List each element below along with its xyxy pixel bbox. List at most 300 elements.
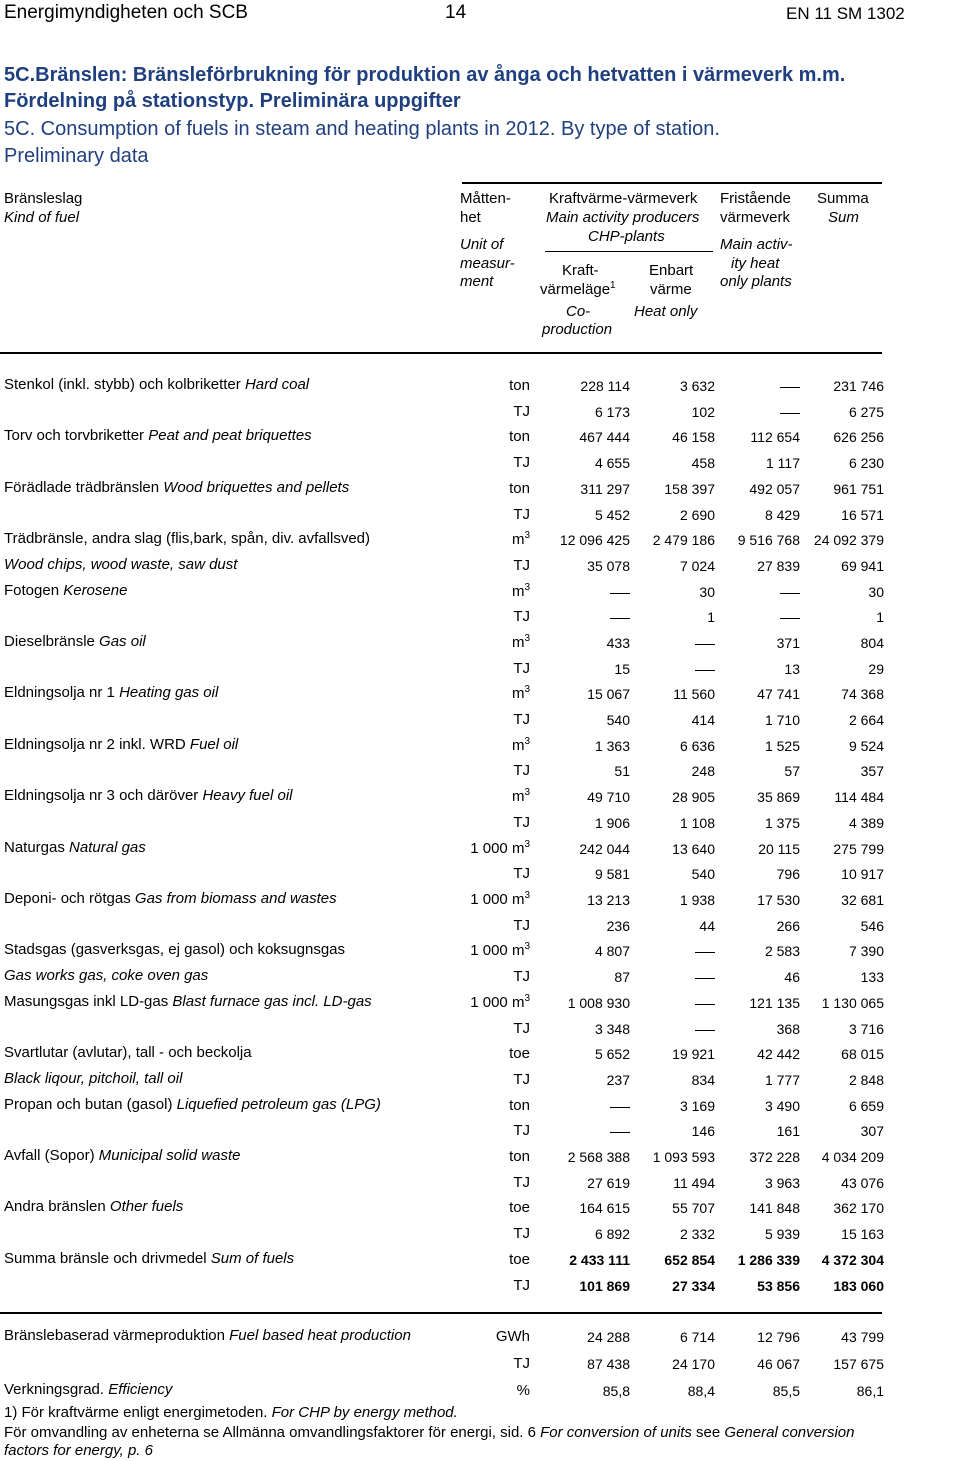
- unit-text: TJ: [513, 454, 530, 471]
- value-text: 46: [784, 969, 800, 985]
- row-unit: [509, 428, 530, 445]
- row-value: [672, 1356, 715, 1372]
- row-value: [849, 815, 884, 831]
- value-text: 24 170: [672, 1356, 715, 1372]
- row-label: [4, 1096, 381, 1113]
- row-label-sv: Masungsgas inkl LD-gas: [4, 993, 173, 1010]
- row-value: [692, 1123, 715, 1139]
- unit-text: toe: [509, 1251, 530, 1268]
- value-text: 458: [691, 455, 715, 471]
- footnote-1: 1) För kraftvärme enligt energimetoden. For CHP by energy method.: [4, 1404, 458, 1421]
- unit-text: toe: [509, 1199, 530, 1216]
- value-text: 24 092 379: [813, 532, 884, 548]
- col-cogen-en2: production: [542, 321, 613, 338]
- row-unit: [512, 634, 530, 651]
- row-label-en: Gas from biomass and wastes: [134, 890, 337, 907]
- header-rule: [462, 182, 882, 184]
- col-chp-sv: Kraftvärme-värmeverk: [549, 190, 698, 207]
- unit-text: m: [511, 634, 525, 651]
- row-value: [607, 918, 630, 934]
- value-text: 49 710: [587, 789, 630, 805]
- row-value: [672, 789, 715, 805]
- unit-text: 1 000 m: [470, 994, 525, 1011]
- row-label-en: Wood briquettes and pellets: [163, 479, 350, 496]
- unit-sup: 3: [524, 787, 530, 798]
- value-text: 7 024: [679, 558, 715, 574]
- row-label: [4, 684, 218, 701]
- unit-text: 1 000 m: [470, 942, 525, 959]
- value-text: 311 297: [580, 481, 630, 497]
- row-unit: [509, 1045, 530, 1062]
- value-text: 44: [699, 918, 715, 934]
- row-value: [849, 712, 884, 728]
- value-text: 101 869: [579, 1278, 630, 1294]
- unit-text: TJ: [513, 917, 530, 934]
- row-unit: [513, 557, 530, 574]
- row-value: [672, 1200, 715, 1216]
- value-text: 86,1: [856, 1383, 884, 1399]
- value-text: 15 067: [587, 686, 630, 702]
- value-text: 13 640: [672, 841, 715, 857]
- row-value: [857, 1383, 884, 1399]
- row-value: [595, 943, 630, 959]
- dash-mark: [695, 1030, 715, 1032]
- row-label: [4, 890, 337, 907]
- value-text: 11 560: [673, 686, 715, 702]
- value-text: 24 288: [587, 1329, 630, 1345]
- row-label-sv: Torv och torvbriketter: [4, 427, 149, 444]
- unit-text: m: [511, 737, 525, 754]
- row-label-sv: Eldningsolja nr 1: [4, 684, 120, 701]
- row-unit: [509, 1251, 530, 1268]
- dash-mark: [610, 1107, 630, 1109]
- value-text: 6 636: [679, 738, 715, 754]
- row-value: [653, 1149, 715, 1165]
- value-text: 6 275: [848, 404, 884, 420]
- row-label: [4, 1044, 252, 1061]
- value-text: 10 917: [841, 866, 884, 882]
- value-text: 414: [691, 712, 715, 728]
- row-value: [664, 481, 715, 497]
- row-value: [672, 429, 715, 445]
- row-value: [587, 1356, 630, 1372]
- col-unit-en2: measur-: [460, 255, 515, 272]
- row-unit: [513, 1225, 530, 1242]
- row-label-en: Sum of fuels: [210, 1250, 295, 1267]
- value-text: 3 632: [679, 378, 715, 394]
- row-unit: [512, 737, 530, 754]
- row-value: [707, 609, 715, 625]
- row-value: [777, 1123, 800, 1139]
- row-value: [587, 558, 630, 574]
- value-text: 796: [776, 866, 800, 882]
- value-text: 11 494: [673, 1175, 715, 1191]
- row-value: [607, 635, 630, 651]
- value-text: 4 807: [594, 943, 630, 959]
- report-code: EN 11 SM 1302: [786, 4, 905, 23]
- value-text: 2 479 186: [652, 532, 715, 548]
- row-value: [692, 455, 715, 471]
- row-value: [777, 635, 800, 651]
- value-text: 29: [868, 661, 884, 677]
- value-text: 46 067: [757, 1356, 800, 1372]
- col-chp-en1: Main activity producers: [546, 209, 700, 226]
- unit-text: TJ: [513, 403, 530, 420]
- row-unit: [509, 1199, 530, 1216]
- value-text: 3 963: [764, 1175, 800, 1191]
- unit-text: 1 000 m: [470, 891, 525, 908]
- value-text: 2 332: [679, 1226, 715, 1242]
- row-value: [680, 892, 715, 908]
- row-label: [4, 1381, 172, 1398]
- unit-sup: 3: [524, 530, 530, 541]
- row-value: [579, 1278, 630, 1294]
- row-value: [595, 1021, 630, 1037]
- value-text: 69 941: [841, 558, 884, 574]
- value-text: 68 015: [841, 1046, 884, 1062]
- value-text: 158 397: [664, 481, 715, 497]
- value-text: 433: [606, 635, 630, 651]
- value-text: 53 856: [757, 1278, 800, 1294]
- row-value: [579, 429, 630, 445]
- value-text: 7 390: [848, 943, 884, 959]
- value-text: 1 710: [764, 712, 800, 728]
- value-text: 5 652: [594, 1046, 630, 1062]
- row-label: [4, 376, 309, 393]
- dash-mark: [695, 670, 715, 672]
- value-text: 6 714: [679, 1329, 715, 1345]
- value-text: 1: [707, 609, 715, 625]
- title-sv-line2: Fördelning på stationstyp. Preliminära uppgifter: [4, 90, 461, 112]
- value-text: 30: [868, 584, 884, 600]
- value-text: 15 163: [841, 1226, 884, 1242]
- row-value: [680, 815, 715, 831]
- row-value: [680, 1098, 715, 1114]
- row-value: [777, 918, 800, 934]
- value-text: 51: [614, 763, 630, 779]
- value-text: 307: [860, 1123, 884, 1139]
- row-value: [587, 1175, 630, 1191]
- row-value: [757, 789, 800, 805]
- value-text: 146: [691, 1123, 715, 1139]
- row-label: [4, 967, 208, 984]
- row-label-sv: Stadsgas (gasverksgas, ej gasol) och koksugnsgas: [4, 941, 346, 958]
- row-value: [876, 609, 884, 625]
- row-value: [587, 686, 630, 702]
- value-text: 157 675: [833, 1356, 884, 1372]
- value-text: 43 799: [841, 1329, 884, 1345]
- row-value: [680, 558, 715, 574]
- row-value: [757, 1356, 800, 1372]
- dash-mark: [780, 413, 800, 415]
- value-text: 652 854: [664, 1252, 715, 1268]
- footnote-2: För omvandling av enheterna se Allmänna omvandlingsfaktorer för energi, sid. 6 For conversion of units see General conversion: [4, 1424, 855, 1441]
- row-unit: [513, 403, 530, 420]
- value-text: 27 619: [587, 1175, 630, 1191]
- row-value: [750, 429, 800, 445]
- row-value: [849, 1098, 884, 1114]
- row-value: [587, 1329, 630, 1345]
- row-label-en: Efficiency: [108, 1381, 173, 1398]
- value-text: 47 741: [757, 686, 800, 702]
- row-value: [773, 1383, 800, 1399]
- col-heat-sv1: Enbart: [649, 262, 694, 279]
- dash-mark: [780, 387, 800, 389]
- row-label: [4, 839, 146, 856]
- row-label-en: Blast furnace gas incl. LD-gas: [172, 993, 372, 1010]
- row-value: [587, 892, 630, 908]
- row-value: [653, 532, 715, 548]
- value-text: 12 796: [757, 1329, 800, 1345]
- value-text: 9 516 768: [737, 532, 800, 548]
- row-unit: [517, 1382, 530, 1399]
- row-unit: [513, 1355, 530, 1372]
- row-label-sv: Deponi- och rötgas: [4, 890, 135, 907]
- row-label: [4, 633, 146, 650]
- value-text: 266: [776, 918, 800, 934]
- value-text: 6 892: [594, 1226, 630, 1242]
- value-text: 5 939: [764, 1226, 800, 1242]
- row-value: [765, 507, 800, 523]
- value-text: 368: [776, 1021, 800, 1037]
- value-text: 85,5: [772, 1383, 800, 1399]
- value-text: 27 839: [757, 558, 800, 574]
- value-text: 237: [606, 1072, 630, 1088]
- row-value: [849, 404, 884, 420]
- row-value: [560, 532, 630, 548]
- value-text: 1 286 339: [737, 1252, 800, 1268]
- row-value: [765, 1226, 800, 1242]
- value-text: 9 524: [848, 738, 884, 754]
- row-value: [766, 455, 800, 471]
- value-text: 4 655: [594, 455, 630, 471]
- row-unit: [513, 1277, 530, 1294]
- value-text: 275 799: [833, 841, 884, 857]
- row-value: [738, 532, 800, 548]
- row-value: [695, 969, 715, 985]
- value-text: 357: [860, 763, 884, 779]
- col-free-sv2: värmeverk: [720, 209, 791, 226]
- row-value: [568, 1149, 630, 1165]
- row-unit: [470, 942, 530, 959]
- value-text: 1 008 930: [567, 995, 630, 1011]
- value-text: 88,4: [687, 1383, 715, 1399]
- report-publisher: Energimyndigheten och SCB: [4, 2, 248, 23]
- unit-sup: 3: [524, 684, 530, 695]
- value-text: 133: [860, 969, 884, 985]
- row-value: [780, 404, 800, 420]
- value-text: 540: [691, 866, 715, 882]
- col-free-en3: only plants: [720, 273, 792, 290]
- row-label-sv: Eldningsolja nr 2 inkl. WRD: [4, 736, 190, 753]
- value-text: 467 444: [579, 429, 630, 445]
- row-label-en: Wood chips, wood waste, saw dust: [4, 556, 238, 573]
- row-unit: [513, 1174, 530, 1191]
- unit-text: TJ: [513, 660, 530, 677]
- row-value: [784, 763, 800, 779]
- row-label-sv: Svartlutar (avlutar), tall - och beckolja: [4, 1044, 252, 1061]
- col-sum-sv: Summa: [817, 190, 869, 207]
- row-value: [814, 532, 884, 548]
- value-text: 141 848: [749, 1200, 800, 1216]
- unit-text: TJ: [513, 865, 530, 882]
- row-unit: [513, 762, 530, 779]
- row-value: [822, 1149, 884, 1165]
- row-value: [664, 1252, 715, 1268]
- dash-mark: [610, 1132, 630, 1134]
- value-text: 1 093 593: [652, 1149, 715, 1165]
- row-label: [4, 993, 372, 1010]
- col-unit-sv1: Måtten-: [460, 190, 511, 207]
- value-text: 4 372 304: [821, 1252, 884, 1268]
- row-label-en: Heating gas oil: [119, 684, 219, 701]
- row-label-en: Kerosene: [63, 582, 128, 599]
- row-value: [841, 866, 884, 882]
- chp-rule: [545, 251, 713, 252]
- header-bottom-rule: [0, 352, 882, 354]
- col-cogen-en1: Co-: [566, 303, 591, 320]
- row-value: [841, 686, 884, 702]
- row-value: [738, 1252, 800, 1268]
- unit-text: m: [511, 583, 525, 600]
- value-text: 3 490: [764, 1098, 800, 1114]
- row-value: [695, 635, 715, 651]
- row-unit: [470, 994, 530, 1011]
- row-value: [695, 943, 715, 959]
- row-label-sv: Verkningsgrad.: [4, 1381, 109, 1398]
- row-value: [765, 738, 800, 754]
- row-value: [841, 1175, 884, 1191]
- row-label: [4, 1147, 241, 1164]
- row-value: [861, 635, 884, 651]
- row-label-sv: Förädlade trädbränslen: [4, 479, 164, 496]
- value-text: 55 707: [672, 1200, 715, 1216]
- col-free-sv1: Fristående: [720, 190, 791, 207]
- row-unit: [513, 968, 530, 985]
- row-value: [765, 1072, 800, 1088]
- row-value: [692, 712, 715, 728]
- unit-text: TJ: [513, 1355, 530, 1372]
- row-label-sv: Stenkol (inkl. stybb) och kolbriketter: [4, 376, 245, 393]
- dash-mark: [695, 1004, 715, 1006]
- row-unit: [513, 454, 530, 471]
- row-label: [4, 736, 238, 753]
- unit-text: ton: [509, 428, 530, 445]
- unit-sup: 3: [524, 839, 530, 850]
- unit-text: TJ: [513, 1122, 530, 1139]
- row-value: [784, 661, 800, 677]
- row-value: [765, 943, 800, 959]
- row-value: [610, 584, 630, 600]
- row-value: [672, 1046, 715, 1062]
- row-value: [833, 378, 884, 394]
- value-text: 1 363: [594, 738, 630, 754]
- row-label-sv: Andra bränslen: [4, 1198, 110, 1215]
- row-label: [4, 787, 293, 804]
- row-label-sv: Summa bränsle och drivmedel: [4, 1250, 211, 1267]
- col-cogen-sv1: Kraft-: [562, 262, 599, 279]
- row-value: [595, 1226, 630, 1242]
- row-value: [841, 558, 884, 574]
- row-value: [614, 763, 630, 779]
- row-unit: [470, 840, 530, 857]
- row-value: [757, 686, 800, 702]
- title-en-line2: Preliminary data: [4, 145, 149, 167]
- row-label-en: Liquefied petroleum gas (LPG): [176, 1096, 381, 1113]
- col-fuel-sv: Bränsleslag: [4, 190, 83, 207]
- row-value: [595, 738, 630, 754]
- row-value: [610, 1098, 630, 1114]
- value-text: 626 256: [833, 429, 884, 445]
- unit-sup: 3: [524, 736, 530, 747]
- row-value: [841, 1226, 884, 1242]
- value-text: 13: [784, 661, 800, 677]
- row-value: [784, 969, 800, 985]
- value-text: 3 716: [848, 1021, 884, 1037]
- dash-mark: [780, 593, 800, 595]
- value-text: 2 848: [848, 1072, 884, 1088]
- col-heat-sv2: värme: [650, 281, 692, 298]
- row-value: [595, 404, 630, 420]
- value-text: 1 130 065: [821, 995, 884, 1011]
- production-rule: [0, 1312, 882, 1314]
- row-value: [765, 815, 800, 831]
- unit-sup: 3: [524, 633, 530, 644]
- unit-text: TJ: [513, 711, 530, 728]
- value-text: 231 746: [833, 378, 884, 394]
- value-text: 2 664: [848, 712, 884, 728]
- row-value: [861, 1123, 884, 1139]
- value-text: 6 173: [594, 404, 630, 420]
- unit-text: ton: [509, 1097, 530, 1114]
- value-text: 371: [776, 635, 800, 651]
- row-value: [757, 558, 800, 574]
- value-text: 43 076: [841, 1175, 884, 1191]
- row-value: [595, 1046, 630, 1062]
- row-label-en: Other fuels: [109, 1198, 184, 1215]
- row-label-en: Gas works gas, coke oven gas: [4, 967, 209, 984]
- row-value: [861, 969, 884, 985]
- value-text: 1 938: [679, 892, 715, 908]
- value-text: 1 117: [766, 455, 800, 471]
- dash-mark: [695, 978, 715, 980]
- row-unit: [496, 1328, 530, 1345]
- row-value: [749, 1149, 800, 1165]
- value-text: 1 777: [764, 1072, 800, 1088]
- row-value: [673, 686, 715, 702]
- col-chp-en2: CHP-plants: [588, 228, 665, 245]
- unit-text: TJ: [513, 1071, 530, 1088]
- row-unit: [509, 1148, 530, 1165]
- unit-text: TJ: [513, 1174, 530, 1191]
- row-value: [680, 1329, 715, 1345]
- row-value: [822, 995, 884, 1011]
- row-label: [4, 1198, 183, 1215]
- row-unit: [513, 506, 530, 523]
- row-value: [595, 507, 630, 523]
- value-text: 248: [691, 763, 715, 779]
- row-value: [833, 841, 884, 857]
- unit-sup: 3: [524, 582, 530, 593]
- row-value: [765, 1098, 800, 1114]
- row-unit: [470, 891, 530, 908]
- row-unit: [512, 583, 530, 600]
- value-text: 1: [876, 609, 884, 625]
- value-text: 2 583: [764, 943, 800, 959]
- row-value: [780, 378, 800, 394]
- row-label-en: Gas oil: [99, 633, 146, 650]
- value-text: 2 568 388: [567, 1149, 630, 1165]
